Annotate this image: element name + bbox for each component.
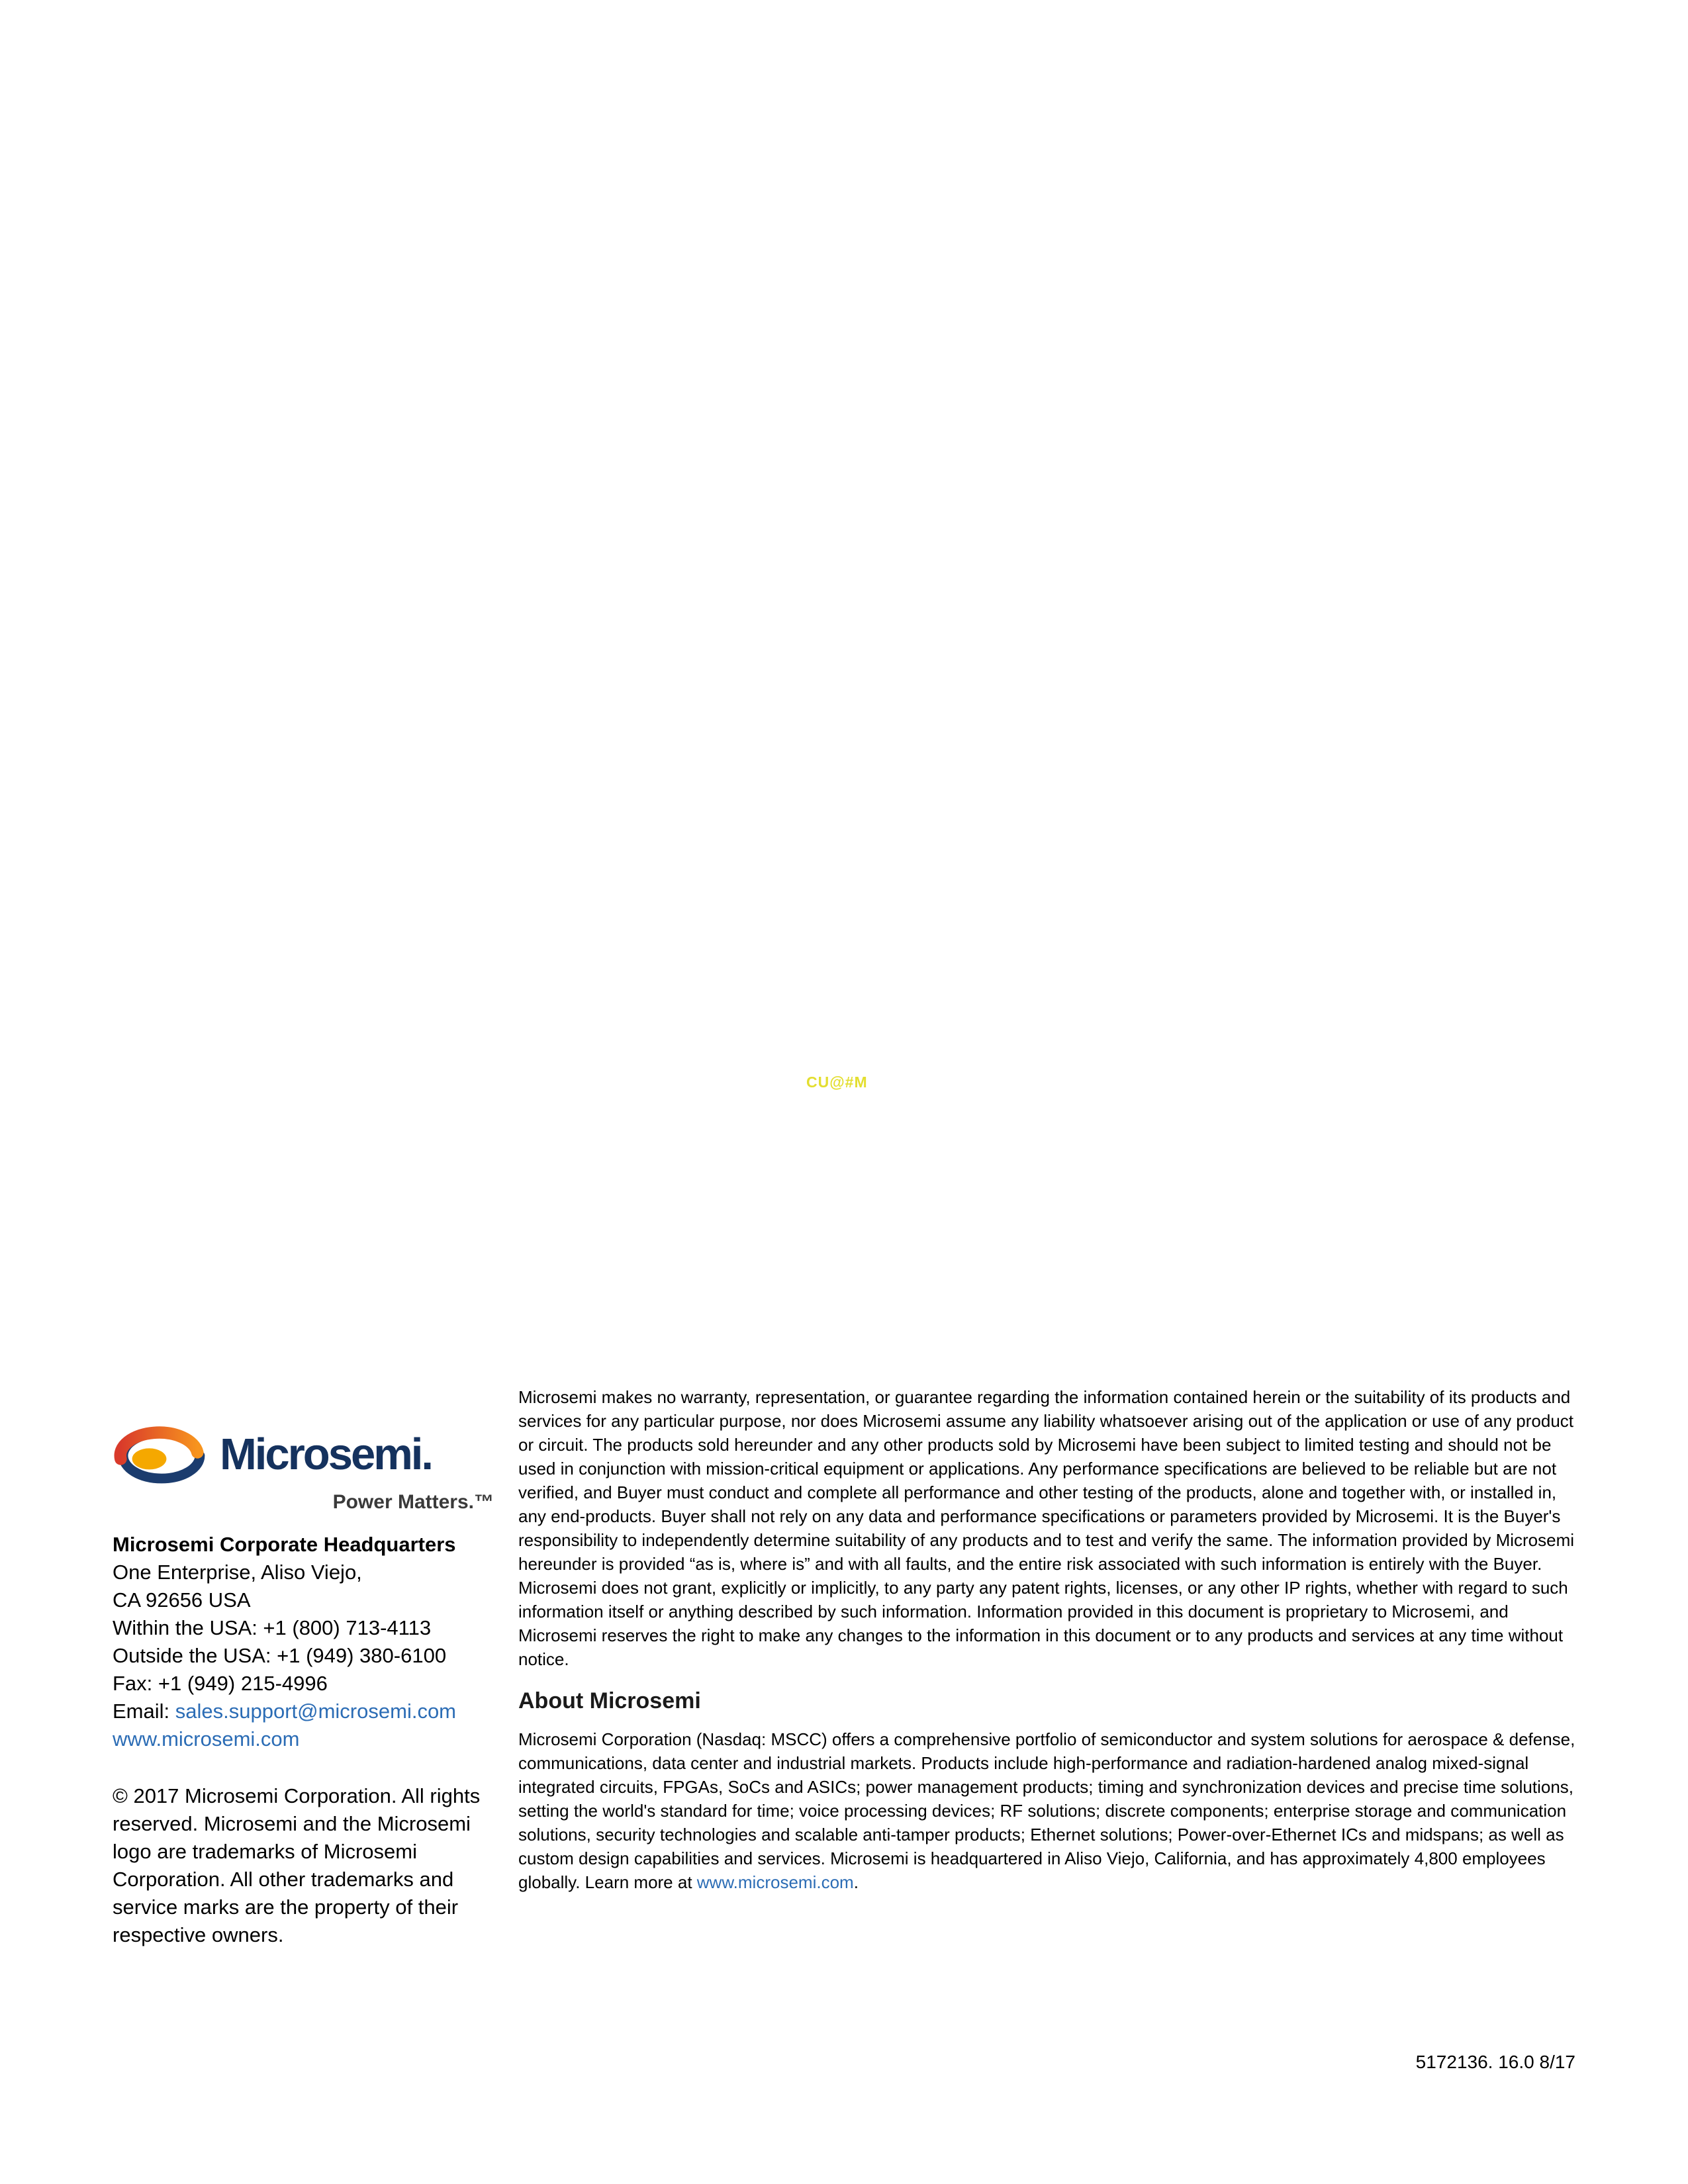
about-microsemi-heading: About Microsemi [518, 1688, 701, 1713]
about-text-body: Microsemi Corporation (Nasdaq: MSCC) offers a comprehensive portfolio of semiconductor and system solutions for aerospace & defense, communications, data center and industrial markets. Products include high-performance and radiation-hardened analog mixed-signal integrated circuits, FPGAs, SoCs and ASICs; power management products; timing and synchronization devices and precise time solutions, setting the world's standard for time; voice processing devices; RF solutions; discrete components; enterprise storage and communication solutions, security technologies and scalable anti-tamper products; Ethernet solutions; Power-over-Ethernet ICs and midspans; as well as custom design capabilities and services. Microsemi is headquartered in Aliso Viejo, California, and has approximately 4,800 employees globally. Learn more at [518, 1729, 1575, 1892]
address-line: One Enterprise, Aliso Viejo, [113, 1561, 362, 1584]
right-column [518, 1385, 1577, 1894]
logo-tagline: Power Matters.™ [332, 1491, 494, 1513]
microsemi-logo [113, 1420, 498, 1514]
address-line: Within the USA: +1 (800) 713-4113 [113, 1616, 432, 1639]
logo-row [113, 1420, 498, 1488]
left-column [113, 1420, 498, 1949]
doc-number: 5172136. 16.0 8/17 [1415, 2052, 1575, 2072]
microsemi-logo-icon [113, 1420, 211, 1488]
hq-title: Microsemi Corporate Headquarters [113, 1533, 456, 1556]
disclaimer-text: Microsemi makes no warranty, representation, or guarantee regarding the information contained herein or the suitability of its products and services for any particular purpose, nor does Microsemi assume any liability whatsoever arising out of the application or use of any product or circuit. The products sold hereunder and any other products sold by Microsemi have been subject to limited testing and should not be used in conjunction with mission-critical equipment or applications. Any performance specifications are believed to be reliable but are not verified, and Buyer must conduct and complete all performance and other testing of the products, alone and together with, or installed in, any end-products. Buyer shall not rely on any data and performance specifications or parameters provided by Microsemi. It is the Buyer's responsibility to independently determine suitability of any products and to test and verify the same. The information provided by Microsemi hereunder is provided “as is, where is” and with all faults, and the entire risk associated with such information is entirely with the Buyer. Microsemi does not grant, explicitly or implicitly, to any party any patent rights, licenses, or any other IP rights, whether with regard to such information itself or anything described by such information. Information provided in this document is proprietary to Microsemi, and Microsemi reserves the right to make any changes to the information in this document or to any products and services at any time without notice. [518, 1387, 1575, 1669]
watermark-text: CU@#M [806, 1073, 868, 1091]
address-line: Fax: +1 (949) 215-4996 [113, 1672, 328, 1695]
logo-wordmark: Microsemi. [220, 1429, 432, 1479]
address-line: CA 92656 USA [113, 1588, 251, 1612]
copyright-text: © 2017 Microsemi Corporation. All rights reserved. Microsemi and the Microsemi logo are trademarks of Microsemi Corporation. All other trademarks and service marks are the property of their respective owners. [113, 1784, 481, 1946]
email-link[interactable]: sales.support@microsemi.com [175, 1700, 457, 1723]
website-link[interactable]: www.microsemi.com [113, 1727, 300, 1751]
about-text-period: . [853, 1872, 859, 1892]
email-label: Email: [113, 1700, 175, 1723]
website-line [113, 1725, 498, 1753]
about-website-link[interactable]: www.microsemi.com [696, 1872, 854, 1892]
address-line: Outside the USA: +1 (949) 380-6100 [113, 1644, 447, 1667]
about-text [518, 1727, 1577, 1894]
email-line [113, 1698, 498, 1725]
